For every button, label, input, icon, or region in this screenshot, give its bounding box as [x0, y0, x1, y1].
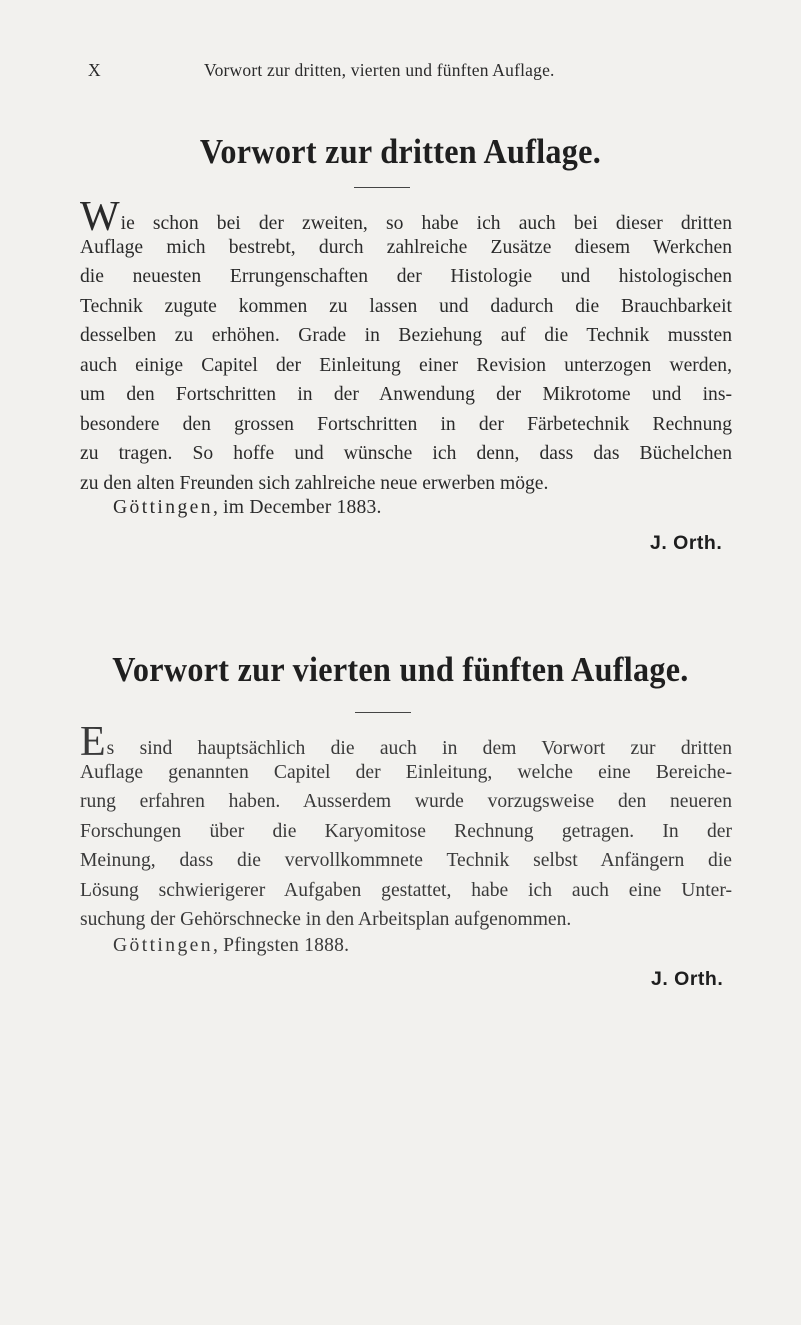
text-line: Wie schon bei der zweiten, so habe ich auch bei dieser dritten — [80, 194, 732, 240]
section-divider — [354, 187, 410, 188]
text-line: suchung der Gehörschnecke in den Arbeitsplan aufgenommen. — [80, 909, 572, 930]
text-line: desselben zu erhöhen. Grade in Beziehung auf die Technik mussten — [80, 325, 732, 346]
signature-fourth-fifth-edition: J. Orth. — [651, 968, 724, 990]
dateline-fourth-fifth-edition — [113, 935, 349, 957]
paragraph-third-edition — [80, 194, 732, 498]
section-divider — [355, 712, 411, 713]
text-line: zu tragen. So hoffe und wünsche ich denn, dass das Büchelchen — [80, 443, 732, 464]
text-line: die neuesten Errungenschaften der Histologie und histologischen — [80, 266, 732, 287]
text-line: Forschungen über die Karyomitose Rechnung getragen. In der — [80, 820, 732, 842]
text-line: Auflage mich bestrebt, durch zahlreiche Zusätze diesem Werkchen — [80, 236, 732, 258]
text-line: besondere den grossen Fortschritten in der Färbetechnik Rechnung — [80, 413, 732, 435]
signature-third-edition: J. Orth. — [650, 532, 723, 554]
date: , Pfingsten 1888. — [212, 935, 350, 956]
text-line: zu den alten Freunden sich zahlreiche neue erwerben möge. — [80, 472, 549, 494]
text-line: Es sind hauptsächlich die auch in dem Vorwort zur dritten — [80, 719, 732, 765]
running-head — [88, 60, 728, 84]
text-line: auch einige Capitel der Einleitung einer Revision unterzogen werden, — [80, 354, 732, 376]
place: Göttingen — [113, 935, 213, 956]
text-line: Technik zugute kommen zu lassen und dadurch die Brauchbarkeit — [80, 295, 732, 317]
drop-initial: W — [80, 194, 120, 240]
text-line: Meinung, dass die vervollkommnete Technik selbst Anfängern die — [80, 850, 732, 871]
running-head-title: Vorwort zur dritten, vierten und fünften Auflage. — [204, 60, 555, 80]
page-number: X — [88, 60, 101, 80]
text-line: Lösung schwierigerer Aufgaben gestattet, habe ich auch eine Unter- — [80, 879, 732, 901]
drop-initial: E — [80, 719, 106, 765]
heading-third-edition: Vorwort zur dritten Auflage. — [199, 132, 602, 171]
date: , im December 1883. — [212, 497, 382, 518]
text-line: um den Fortschritten in der Anwendung der Mikrotome und ins- — [80, 384, 732, 405]
dateline-third-edition — [113, 497, 382, 519]
heading-fourth-fifth-edition: Vorwort zur vierten und fünften Auflage. — [112, 650, 689, 689]
text-line: Auflage genannten Capitel der Einleitung, welche eine Bereiche- — [80, 761, 732, 783]
place: Göttingen — [113, 497, 213, 518]
text-line: rung erfahren haben. Ausserdem wurde vorzugsweise den neueren — [80, 791, 732, 812]
paragraph-fourth-fifth-edition — [80, 719, 732, 935]
